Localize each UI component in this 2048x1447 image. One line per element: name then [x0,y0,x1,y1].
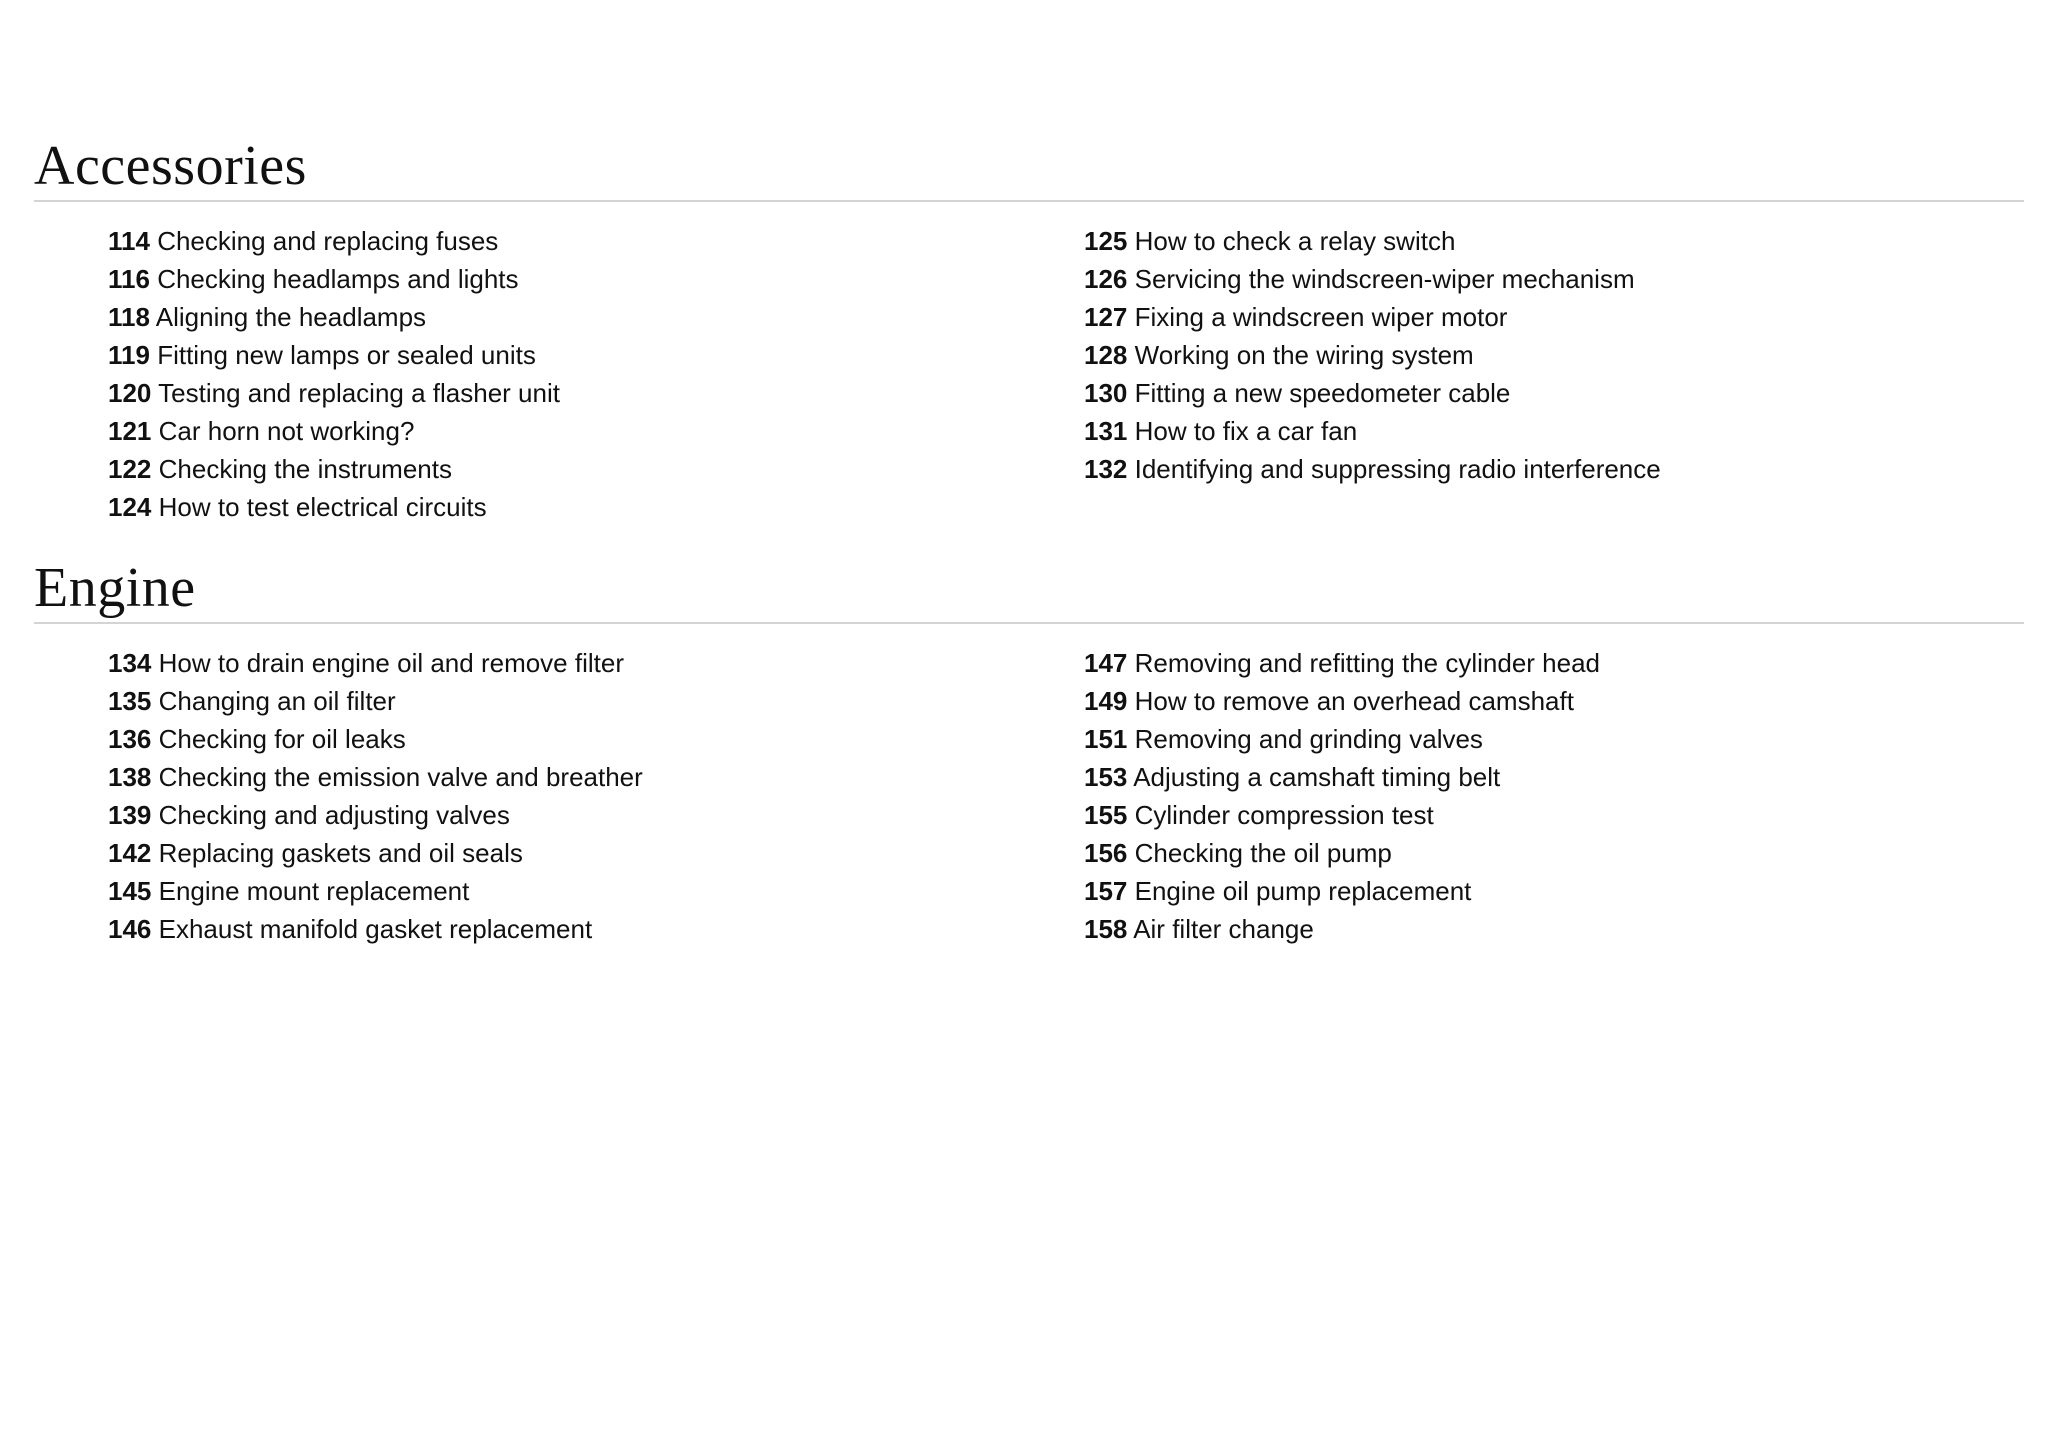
toc-entry[interactable] [108,488,560,526]
toc-entry[interactable] [108,222,560,260]
page-number: 155 [1084,800,1128,830]
entry-title: Checking and adjusting valves [158,800,510,830]
page-number: 158 [1084,914,1128,944]
toc-entry[interactable] [1084,374,1661,412]
toc-entry[interactable] [108,336,560,374]
entry-title: Fixing a windscreen wiper motor [1134,302,1508,332]
toc-entry[interactable] [108,796,643,834]
entry-title: Checking the emission valve and breather [158,762,643,792]
section-title: Accessories [34,135,307,197]
toc-entry[interactable] [1084,298,1661,336]
page-number: 146 [108,914,152,944]
entry-title: Checking for oil leaks [158,724,406,754]
entries-columns [34,222,2024,582]
entry-title: Working on the wiring system [1134,340,1474,370]
toc-entry[interactable] [1084,450,1661,488]
page-number: 114 [108,226,150,256]
page-number: 135 [108,686,152,716]
entry-title: Removing and grinding valves [1134,724,1483,754]
page-number: 139 [108,800,152,830]
toc-entry[interactable] [108,412,560,450]
entries-right-column [1084,222,1661,488]
page-number: 128 [1084,340,1128,370]
entry-title: Changing an oil filter [158,686,396,716]
page-number: 122 [108,454,152,484]
toc-entry[interactable] [108,644,643,682]
toc-entry[interactable] [1084,872,1600,910]
toc-entry[interactable] [108,872,643,910]
entry-title: Aligning the headlamps [155,302,427,332]
toc-entry[interactable] [1084,260,1661,298]
toc-entry[interactable] [108,720,643,758]
entry-title: Checking and replacing fuses [157,226,499,256]
toc-entry[interactable] [108,682,643,720]
toc-entry[interactable] [1084,336,1661,374]
section-title: Engine [34,557,196,619]
entries-left-column [108,644,643,948]
entry-title: Fitting a new speedometer cable [1134,378,1511,408]
page-number: 153 [1084,762,1128,792]
entry-title: How to fix a car fan [1134,416,1358,446]
entry-title: How to check a relay switch [1134,226,1456,256]
entries-right-column [1084,644,1600,948]
toc-entry[interactable] [1084,834,1600,872]
entry-title: Fitting new lamps or sealed units [157,340,536,370]
entry-title: Replacing gaskets and oil seals [158,838,523,868]
entry-title: Checking the oil pump [1134,838,1392,868]
toc-entry[interactable] [108,834,643,872]
page-number: 151 [1084,724,1128,754]
toc-entry[interactable] [1084,222,1661,260]
page-number: 119 [108,340,150,370]
entry-title: Cylinder compression test [1134,800,1434,830]
page-number: 145 [108,876,152,906]
section-engine [34,556,2024,1004]
page-number: 126 [1084,264,1128,294]
page-number: 132 [1084,454,1128,484]
page-number: 147 [1084,648,1128,678]
entry-title: Checking headlamps and lights [157,264,519,294]
toc-entry[interactable] [1084,758,1600,796]
entry-title: How to drain engine oil and remove filter [158,648,624,678]
page-number: 130 [1084,378,1128,408]
toc-entry[interactable] [1084,910,1600,948]
toc-entry[interactable] [108,450,560,488]
entry-title: Servicing the windscreen-wiper mechanism [1134,264,1635,294]
entry-title: Engine oil pump replacement [1134,876,1472,906]
toc-entry[interactable] [108,298,560,336]
toc-entry[interactable] [108,260,560,298]
section-accessories [34,134,2024,582]
entry-title: Identifying and suppressing radio interference [1134,454,1661,484]
toc-entry[interactable] [1084,644,1600,682]
entries-left-column [108,222,560,526]
page-number: 138 [108,762,152,792]
toc-entry[interactable] [1084,720,1600,758]
page-number: 116 [108,264,150,294]
page-number: 157 [1084,876,1128,906]
entry-title: How to test electrical circuits [158,492,487,522]
page-number: 134 [108,648,152,678]
toc-entry[interactable] [1084,412,1661,450]
page-number: 131 [1084,416,1128,446]
entry-title: Car horn not working? [158,416,415,446]
page-number: 118 [108,302,150,332]
page-number: 121 [108,416,152,446]
page-number: 149 [1084,686,1128,716]
page-number: 120 [108,378,152,408]
entry-title: Adjusting a camshaft timing belt [1133,762,1501,792]
entry-title: Removing and refitting the cylinder head [1134,648,1601,678]
entry-title: Exhaust manifold gasket replacement [158,914,593,944]
entry-title: Testing and replacing a flasher unit [158,378,560,408]
page-number: 127 [1084,302,1128,332]
toc-entry[interactable] [108,910,643,948]
section-divider [34,200,2024,202]
toc-entry[interactable] [108,374,560,412]
toc-entry[interactable] [1084,682,1600,720]
page-number: 136 [108,724,152,754]
section-divider [34,622,2024,624]
page-number: 125 [1084,226,1128,256]
entry-title: Engine mount replacement [158,876,470,906]
entry-title: How to remove an overhead camshaft [1134,686,1574,716]
entries-columns [34,644,2024,1004]
page-number: 124 [108,492,152,522]
toc-entry[interactable] [1084,796,1600,834]
page-number: 156 [1084,838,1128,868]
toc-entry[interactable] [108,758,643,796]
entry-title: Air filter change [1133,914,1314,944]
entry-title: Checking the instruments [158,454,452,484]
page-number: 142 [108,838,152,868]
